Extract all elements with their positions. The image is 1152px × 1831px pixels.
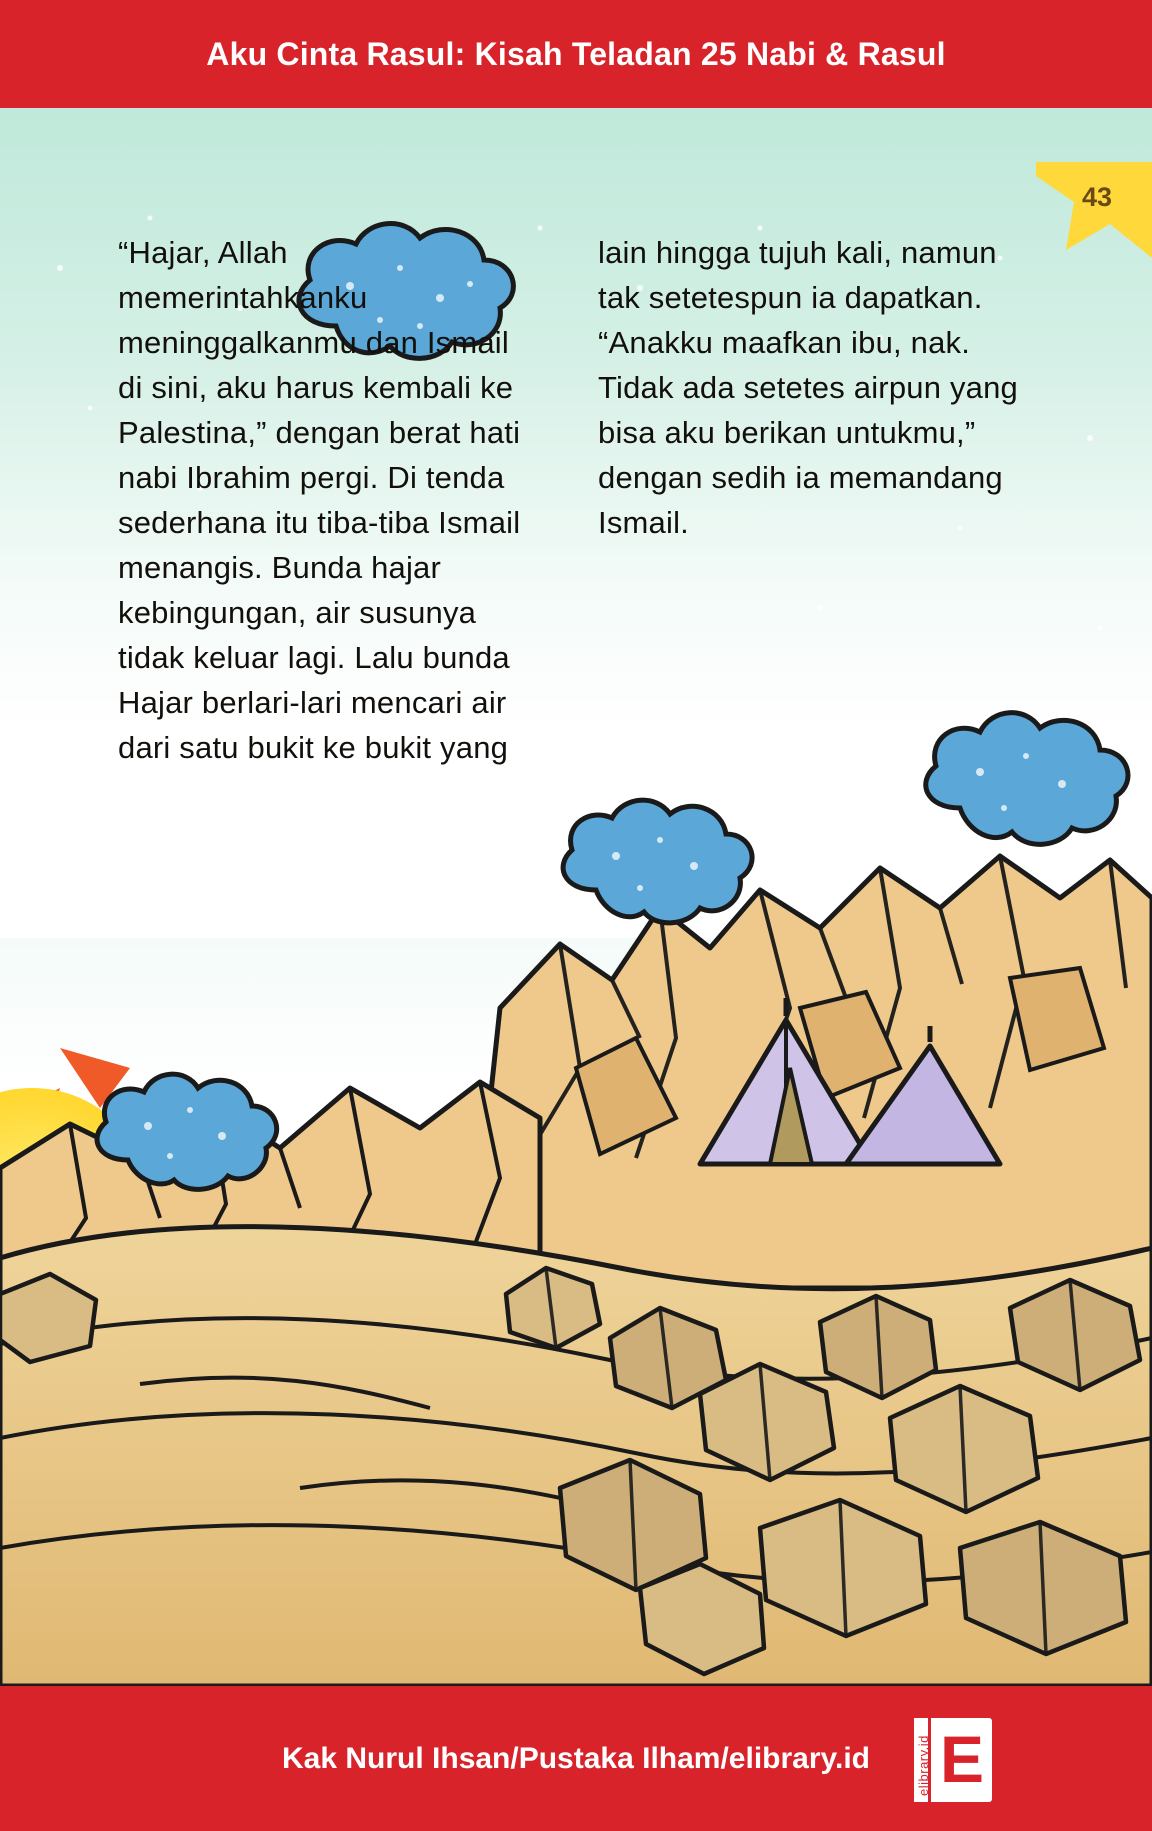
page-title: Aku Cinta Rasul: Kisah Teladan 25 Nabi & Rasul [206,35,946,72]
header-bar [0,0,1152,108]
elibrary-logo [914,1718,992,1802]
desert-scene-illustration [0,108,1152,1686]
text-column-right: lain hingga tujuh kali, namun tak setetespun ia dapatkan. “Anakku maafkan ibu, nak. Tidak ada setetes airpun yang bisa aku berikan untukmu,” dengan sedih ia memandang Ismail. [598,235,1018,540]
page-number: 43 [1082,182,1113,212]
page-number-flag [1036,162,1152,258]
text-column-left: “Hajar, Allah memerintahkanku meninggalkanmu dan Ismail di sini, aku harus kembali ke Palestina,” dengan berat hati nabi Ibrahim pergi. Di tenda sederhana itu tiba-tiba Ismail menangis. Bunda hajar kebingungan, air susunya tidak keluar lagi. Lalu bunda Hajar berlari-lari mencari air dari satu bukit ke bukit yang [118,235,521,765]
footer-bar [0,1686,1152,1831]
logo-letter: E [940,1722,985,1796]
logo-vertical-text: elibrary.id [916,1735,931,1796]
footer-credit: Kak Nurul Ihsan/Pustaka Ilham/elibrary.id [282,1741,870,1775]
illustration [0,108,1152,1686]
